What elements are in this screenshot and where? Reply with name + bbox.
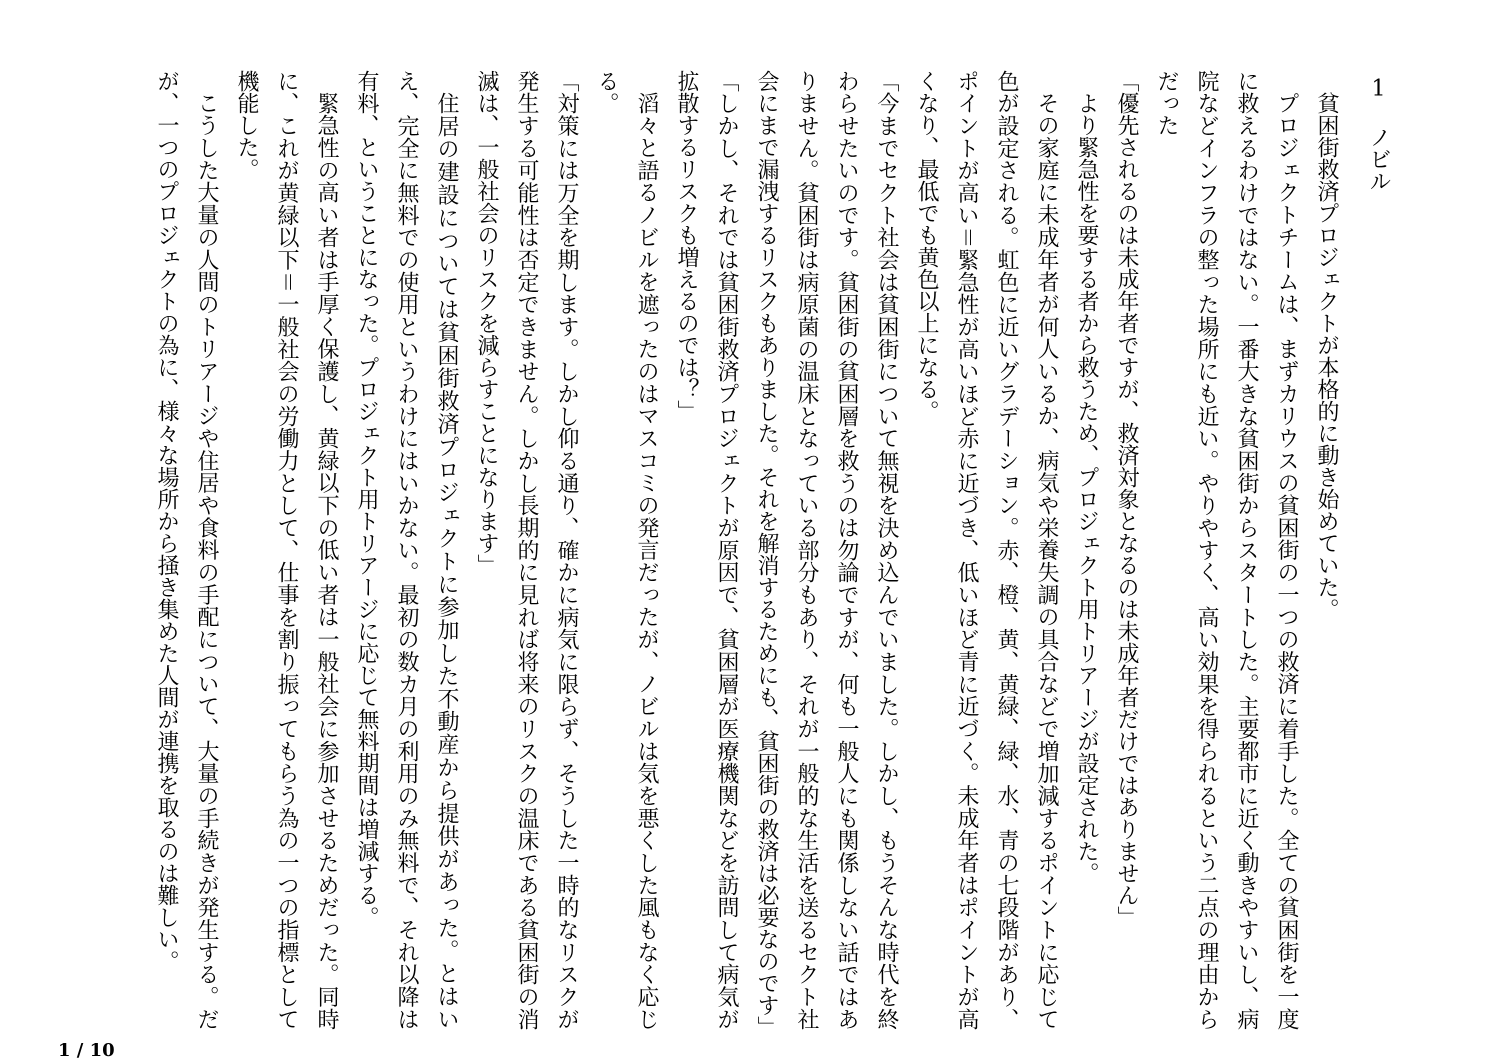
paragraph: より緊急性を要する者から救うため、プロジェクト用トリアージが設定された。 [1074,92,1099,884]
dialogue-paragraph: 「しかし、それでは貧困街救済プロジェクトが原因で、貧困層が医療機関などを訪問して病気が拡散するリスクも増えるのでは？」 [674,70,739,1030]
chapter-number: 1 [1371,78,1386,100]
page-indicator: 1 / 10 [58,1040,115,1061]
dialogue-paragraph: 「今までセクト社会は貧困街について無視を決め込んでいました。しかし、もうそんな時代を終わらせたいのです。貧困街の貧困層を救うのは勿論ですが、何も一般人にも関係しない話ではありません。貧困街は病原菌の温床となっている部分もあり、それが一般的な生活を送るセクト社会にまで漏洩するリスクもありました。それを解消するためにも、貧困街の救済は必要なのです」 [754,70,899,1038]
dialogue-paragraph: 「対策には万全を期します。しかし仰る通り、確かに病気に限らず、そうした一時的なリスクが発生する可能性は否定できません。しかし長期的に見れば将来のリスクの温床である貧困街の消滅は、一般社会のリスクを減らすことになります」 [474,70,579,1030]
paragraph: プロジェクトチームは、まずカリウスの貧困街の一つの救済に着手した。全ての貧困街を一度に救えるわけではない。一番大きな貧困街からスタートした。主要都市に近く動きやすいし、病院などインフラの整った場所にも近い。やりやすく、高い効果を得られるという二点の理由からだった [1154,70,1299,1030]
paragraph: その家庭に未成年者が何人いるか、病気や栄養失調の具合などで増加減するポイントに応じて色が設定される。虹色に近いグラデーション。赤、橙、黄、黄緑、緑、水、青の七段階があり、ポイントが高い＝緊急性が高いほど赤に近づき、低いほど青に近づく。未成年者はポイントが高くなり、最低でも黄色以上になる。 [914,70,1059,1030]
chapter-title: ノビル [1366,126,1391,192]
dialogue-paragraph: 「優先されるのは未成年者ですが、救済対象となるのは未成年者だけではありません」 [1114,70,1139,928]
paragraph: 滔々と語るノビルを遮ったのはマスコミの発言だったが、ノビルは気を悪くした風もなく応じる。 [594,70,659,1030]
paragraph: こうした大量の人間のトリアージや住居や食料の手配について、大量の手続きが発生する。だが、一つのプロジェクトの為に、様々な場所から掻き集めた人間が連携を取るのは難しい。 [154,70,219,1030]
chapter-heading [1346,70,1410,1030]
paragraph: 緊急性の高い者は手厚く保護し、黄緑以下の低い者は一般社会に参加させるためだった。同時に、これが黄緑以下＝一般社会の労働力として、仕事を割り振ってもらう為の一つの指標として機能した。 [234,70,339,1030]
paragraph: 住居の建設については貧困街救済プロジェクトに参加した不動産から提供があった。とはいえ、完全に無料での使用というわけにはいかない。最初の数カ月の利用のみ無料で、それ以降は有料、ということになった。プロジェクト用トリアージに応じて無料期間は増減する。 [354,70,459,1030]
paragraph: 貧困街救済プロジェクトが本格的に動き始めていた。 [1314,92,1339,620]
document-body [70,70,1410,1038]
